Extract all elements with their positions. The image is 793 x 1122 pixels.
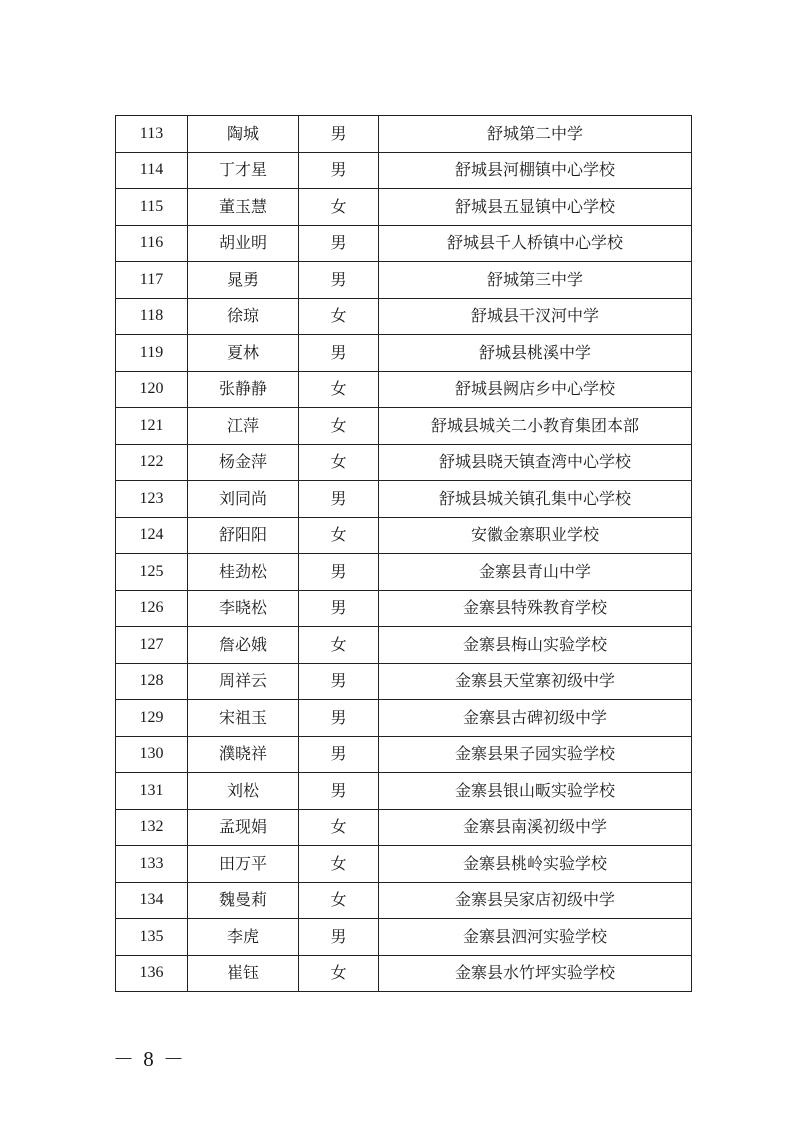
table-row <box>116 225 692 262</box>
cell-number: 120 <box>116 371 188 408</box>
table-row <box>116 152 692 189</box>
cell-school: 金寨县梅山实验学校 <box>379 627 692 664</box>
cell-gender: 男 <box>299 773 379 810</box>
table-row <box>116 444 692 481</box>
cell-name: 晁勇 <box>188 262 299 299</box>
cell-name: 刘同尚 <box>188 481 299 518</box>
cell-name: 陶城 <box>188 116 299 153</box>
table-row <box>116 882 692 919</box>
table-row <box>116 262 692 299</box>
cell-school: 金寨县特殊教育学校 <box>379 590 692 627</box>
cell-name: 江萍 <box>188 408 299 445</box>
table-row <box>116 116 692 153</box>
cell-number: 126 <box>116 590 188 627</box>
cell-name: 夏林 <box>188 335 299 372</box>
cell-school: 金寨县天堂寨初级中学 <box>379 663 692 700</box>
table-row <box>116 700 692 737</box>
page-number: － 8 － <box>113 1047 186 1071</box>
cell-number: 121 <box>116 408 188 445</box>
cell-name: 濮晓祥 <box>188 736 299 773</box>
cell-name: 周祥云 <box>188 663 299 700</box>
cell-gender: 男 <box>299 262 379 299</box>
cell-school: 安徽金寨职业学校 <box>379 517 692 554</box>
table-row <box>116 408 692 445</box>
cell-name: 李虎 <box>188 919 299 956</box>
cell-number: 129 <box>116 700 188 737</box>
cell-gender: 男 <box>299 335 379 372</box>
cell-gender: 男 <box>299 554 379 591</box>
cell-number: 133 <box>116 846 188 883</box>
cell-school: 舒城县晓天镇查湾中心学校 <box>379 444 692 481</box>
cell-number: 136 <box>116 955 188 992</box>
cell-school: 舒城县千人桥镇中心学校 <box>379 225 692 262</box>
cell-school: 舒城县桃溪中学 <box>379 335 692 372</box>
cell-number: 132 <box>116 809 188 846</box>
cell-school: 舒城县五显镇中心学校 <box>379 189 692 226</box>
cell-school: 金寨县古碑初级中学 <box>379 700 692 737</box>
cell-school: 金寨县青山中学 <box>379 554 692 591</box>
cell-school: 舒城县河棚镇中心学校 <box>379 152 692 189</box>
cell-school: 舒城第三中学 <box>379 262 692 299</box>
cell-gender: 男 <box>299 225 379 262</box>
cell-gender: 女 <box>299 517 379 554</box>
cell-school: 舒城县城关镇孔集中心学校 <box>379 481 692 518</box>
cell-school: 金寨县果子园实验学校 <box>379 736 692 773</box>
table-row <box>116 517 692 554</box>
cell-name: 胡业明 <box>188 225 299 262</box>
cell-school: 金寨县水竹坪实验学校 <box>379 955 692 992</box>
table-row <box>116 335 692 372</box>
table-row <box>116 481 692 518</box>
table-row <box>116 627 692 664</box>
cell-number: 135 <box>116 919 188 956</box>
cell-number: 125 <box>116 554 188 591</box>
cell-name: 刘松 <box>188 773 299 810</box>
cell-school: 舒城县干汊河中学 <box>379 298 692 335</box>
cell-school: 金寨县吴家店初级中学 <box>379 882 692 919</box>
roster-table-body <box>116 116 692 992</box>
cell-gender: 女 <box>299 627 379 664</box>
cell-number: 114 <box>116 152 188 189</box>
cell-gender: 男 <box>299 663 379 700</box>
cell-school: 金寨县南溪初级中学 <box>379 809 692 846</box>
cell-number: 113 <box>116 116 188 153</box>
cell-name: 魏曼莉 <box>188 882 299 919</box>
cell-number: 134 <box>116 882 188 919</box>
cell-gender: 女 <box>299 408 379 445</box>
table-row <box>116 590 692 627</box>
cell-number: 118 <box>116 298 188 335</box>
cell-gender: 女 <box>299 371 379 408</box>
cell-name: 崔钰 <box>188 955 299 992</box>
cell-name: 杨金萍 <box>188 444 299 481</box>
cell-name: 桂劲松 <box>188 554 299 591</box>
cell-school: 金寨县银山畈实验学校 <box>379 773 692 810</box>
cell-gender: 男 <box>299 700 379 737</box>
cell-name: 李晓松 <box>188 590 299 627</box>
cell-name: 田万平 <box>188 846 299 883</box>
table-row <box>116 554 692 591</box>
cell-number: 130 <box>116 736 188 773</box>
table-row <box>116 189 692 226</box>
cell-number: 127 <box>116 627 188 664</box>
table-row <box>116 663 692 700</box>
cell-number: 116 <box>116 225 188 262</box>
table-row <box>116 846 692 883</box>
cell-gender: 女 <box>299 882 379 919</box>
table-row <box>116 371 692 408</box>
cell-number: 124 <box>116 517 188 554</box>
cell-number: 123 <box>116 481 188 518</box>
cell-name: 孟现娟 <box>188 809 299 846</box>
cell-school: 舒城县阙店乡中心学校 <box>379 371 692 408</box>
cell-number: 115 <box>116 189 188 226</box>
cell-gender: 女 <box>299 809 379 846</box>
cell-name: 丁才星 <box>188 152 299 189</box>
table-row <box>116 298 692 335</box>
cell-school: 舒城县城关二小教育集团本部 <box>379 408 692 445</box>
table-row <box>116 919 692 956</box>
cell-gender: 男 <box>299 590 379 627</box>
table-row <box>116 773 692 810</box>
cell-gender: 女 <box>299 189 379 226</box>
cell-gender: 女 <box>299 955 379 992</box>
cell-name: 詹必娥 <box>188 627 299 664</box>
cell-school: 金寨县泗河实验学校 <box>379 919 692 956</box>
cell-name: 张静静 <box>188 371 299 408</box>
cell-gender: 女 <box>299 298 379 335</box>
cell-school: 舒城第二中学 <box>379 116 692 153</box>
cell-gender: 男 <box>299 481 379 518</box>
cell-name: 徐琼 <box>188 298 299 335</box>
cell-name: 宋祖玉 <box>188 700 299 737</box>
cell-number: 117 <box>116 262 188 299</box>
table-row <box>116 955 692 992</box>
cell-gender: 女 <box>299 846 379 883</box>
cell-number: 119 <box>116 335 188 372</box>
cell-number: 128 <box>116 663 188 700</box>
cell-school: 金寨县桃岭实验学校 <box>379 846 692 883</box>
cell-number: 122 <box>116 444 188 481</box>
cell-number: 131 <box>116 773 188 810</box>
cell-gender: 男 <box>299 919 379 956</box>
table-row <box>116 736 692 773</box>
cell-gender: 男 <box>299 736 379 773</box>
cell-gender: 男 <box>299 152 379 189</box>
cell-name: 舒阳阳 <box>188 517 299 554</box>
table-row <box>116 809 692 846</box>
cell-gender: 女 <box>299 444 379 481</box>
roster-table <box>115 115 692 992</box>
cell-name: 董玉慧 <box>188 189 299 226</box>
cell-gender: 男 <box>299 116 379 153</box>
